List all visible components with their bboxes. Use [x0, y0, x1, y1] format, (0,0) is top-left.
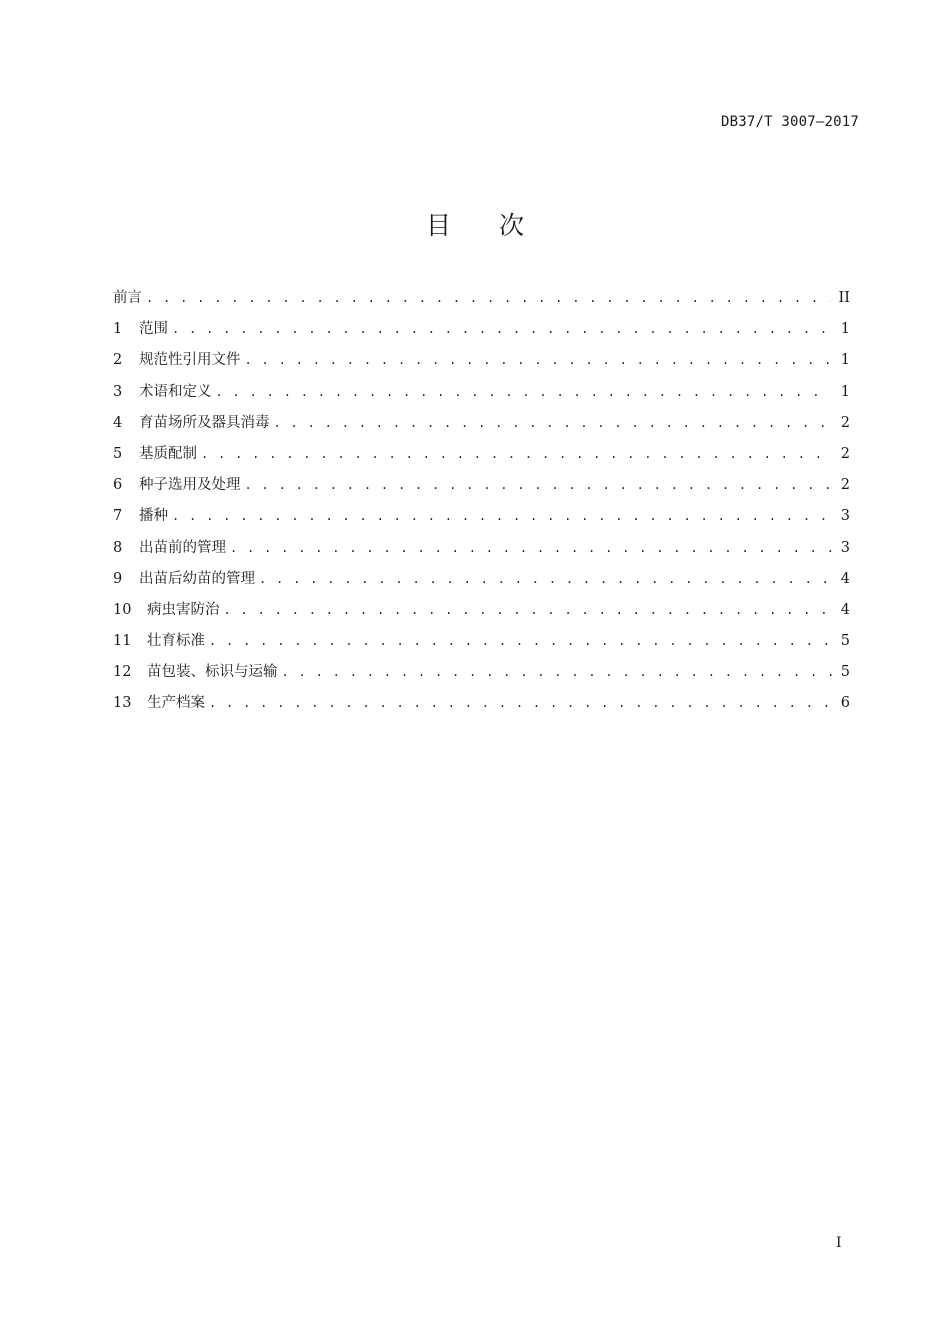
toc-entry-9[interactable]	[113, 567, 850, 598]
toc-dot-leader	[209, 696, 832, 710]
toc-entry-page: 4	[840, 570, 850, 587]
toc-dot-leader	[209, 634, 832, 648]
toc-dot-leader	[146, 291, 831, 305]
page-title: 目 次	[426, 211, 544, 240]
toc-entry-number: 9	[113, 570, 123, 587]
toc-entry-13[interactable]	[113, 691, 850, 722]
toc-entry-number: 6	[113, 477, 123, 494]
toc-entry-number: 11	[113, 633, 132, 650]
toc-entry-number: 4	[113, 414, 123, 431]
toc-dot-leader	[245, 478, 833, 492]
toc-entry-title: 出苗前的管理	[139, 539, 226, 556]
toc-entry-page: 2	[840, 445, 850, 462]
standard-code: DB37/T 3007—2017	[720, 114, 859, 130]
toc-dot-leader	[172, 322, 832, 336]
toc-entry-8[interactable]	[113, 536, 850, 567]
toc-entry-page: 1	[840, 352, 850, 369]
toc-entry-5[interactable]	[113, 442, 850, 473]
toc-entry-page: 5	[840, 633, 850, 650]
toc-entry-7[interactable]	[113, 504, 850, 535]
toc-entry-6[interactable]	[113, 473, 850, 504]
toc-dot-leader	[274, 416, 833, 430]
toc-entry-title: 壮育标准	[147, 633, 205, 650]
toc-entry-number: 5	[113, 445, 123, 462]
toc-entry-title: 术语和定义	[139, 383, 212, 400]
toc-entry-title: 规范性引用文件	[139, 352, 241, 369]
toc-entry-page: 3	[840, 508, 850, 525]
toc-entry-title: 范围	[139, 321, 168, 338]
toc-entry-title: 种子选用及处理	[139, 477, 241, 494]
toc-entry-2[interactable]	[113, 348, 850, 379]
toc-entry-title: 播种	[139, 508, 168, 525]
toc-entry-number: 3	[113, 383, 123, 400]
toc-entry-title: 出苗后幼苗的管理	[139, 570, 255, 587]
toc-dot-leader	[282, 665, 833, 679]
toc-entry-4[interactable]	[113, 411, 850, 442]
toc-entry-number: 13	[113, 695, 132, 712]
toc-dot-leader	[230, 541, 832, 555]
toc-entry-number: 12	[113, 664, 132, 681]
toc-entry-10[interactable]	[113, 598, 850, 629]
toc-dot-leader	[172, 509, 832, 523]
toc-entry-page: 3	[840, 539, 850, 556]
toc-entry-number: 2	[113, 352, 123, 369]
toc-entry-3[interactable]	[113, 380, 850, 411]
toc-entry-title: 基质配制	[139, 445, 197, 462]
toc-dot-leader	[201, 447, 832, 461]
toc-entry-page: 1	[840, 321, 850, 338]
toc-entry-page: 2	[840, 414, 850, 431]
toc-dot-leader	[216, 385, 833, 399]
toc-entry-number: 7	[113, 508, 123, 525]
toc-entry-page: 6	[840, 695, 850, 712]
toc-entry-12[interactable]	[113, 660, 850, 691]
toc-entry-page: 1	[840, 383, 850, 400]
toc-entry-page: II	[838, 290, 850, 306]
toc-entry-title: 病虫害防治	[147, 601, 220, 618]
toc-dot-leader	[224, 603, 833, 617]
page-number: I	[836, 1235, 842, 1251]
toc-entry-number: 1	[113, 321, 123, 338]
toc-entry-1[interactable]	[113, 317, 850, 348]
toc-dot-leader	[245, 353, 833, 367]
toc-entry-foreword[interactable]	[113, 286, 850, 317]
table-of-contents	[113, 286, 850, 723]
toc-entry-page: 4	[840, 601, 850, 618]
toc-entry-number: 8	[113, 539, 123, 556]
toc-entry-title: 生产档案	[147, 695, 205, 712]
toc-entry-11[interactable]	[113, 629, 850, 660]
toc-entry-number: 10	[113, 601, 132, 618]
toc-entry-page: 5	[840, 664, 850, 681]
toc-entry-title: 育苗场所及器具消毒	[139, 414, 270, 431]
toc-entry-title: 苗包装、标识与运输	[147, 664, 278, 681]
toc-dot-leader	[259, 572, 832, 586]
toc-entry-page: 2	[840, 477, 850, 494]
toc-entry-title: 前言	[113, 290, 142, 306]
